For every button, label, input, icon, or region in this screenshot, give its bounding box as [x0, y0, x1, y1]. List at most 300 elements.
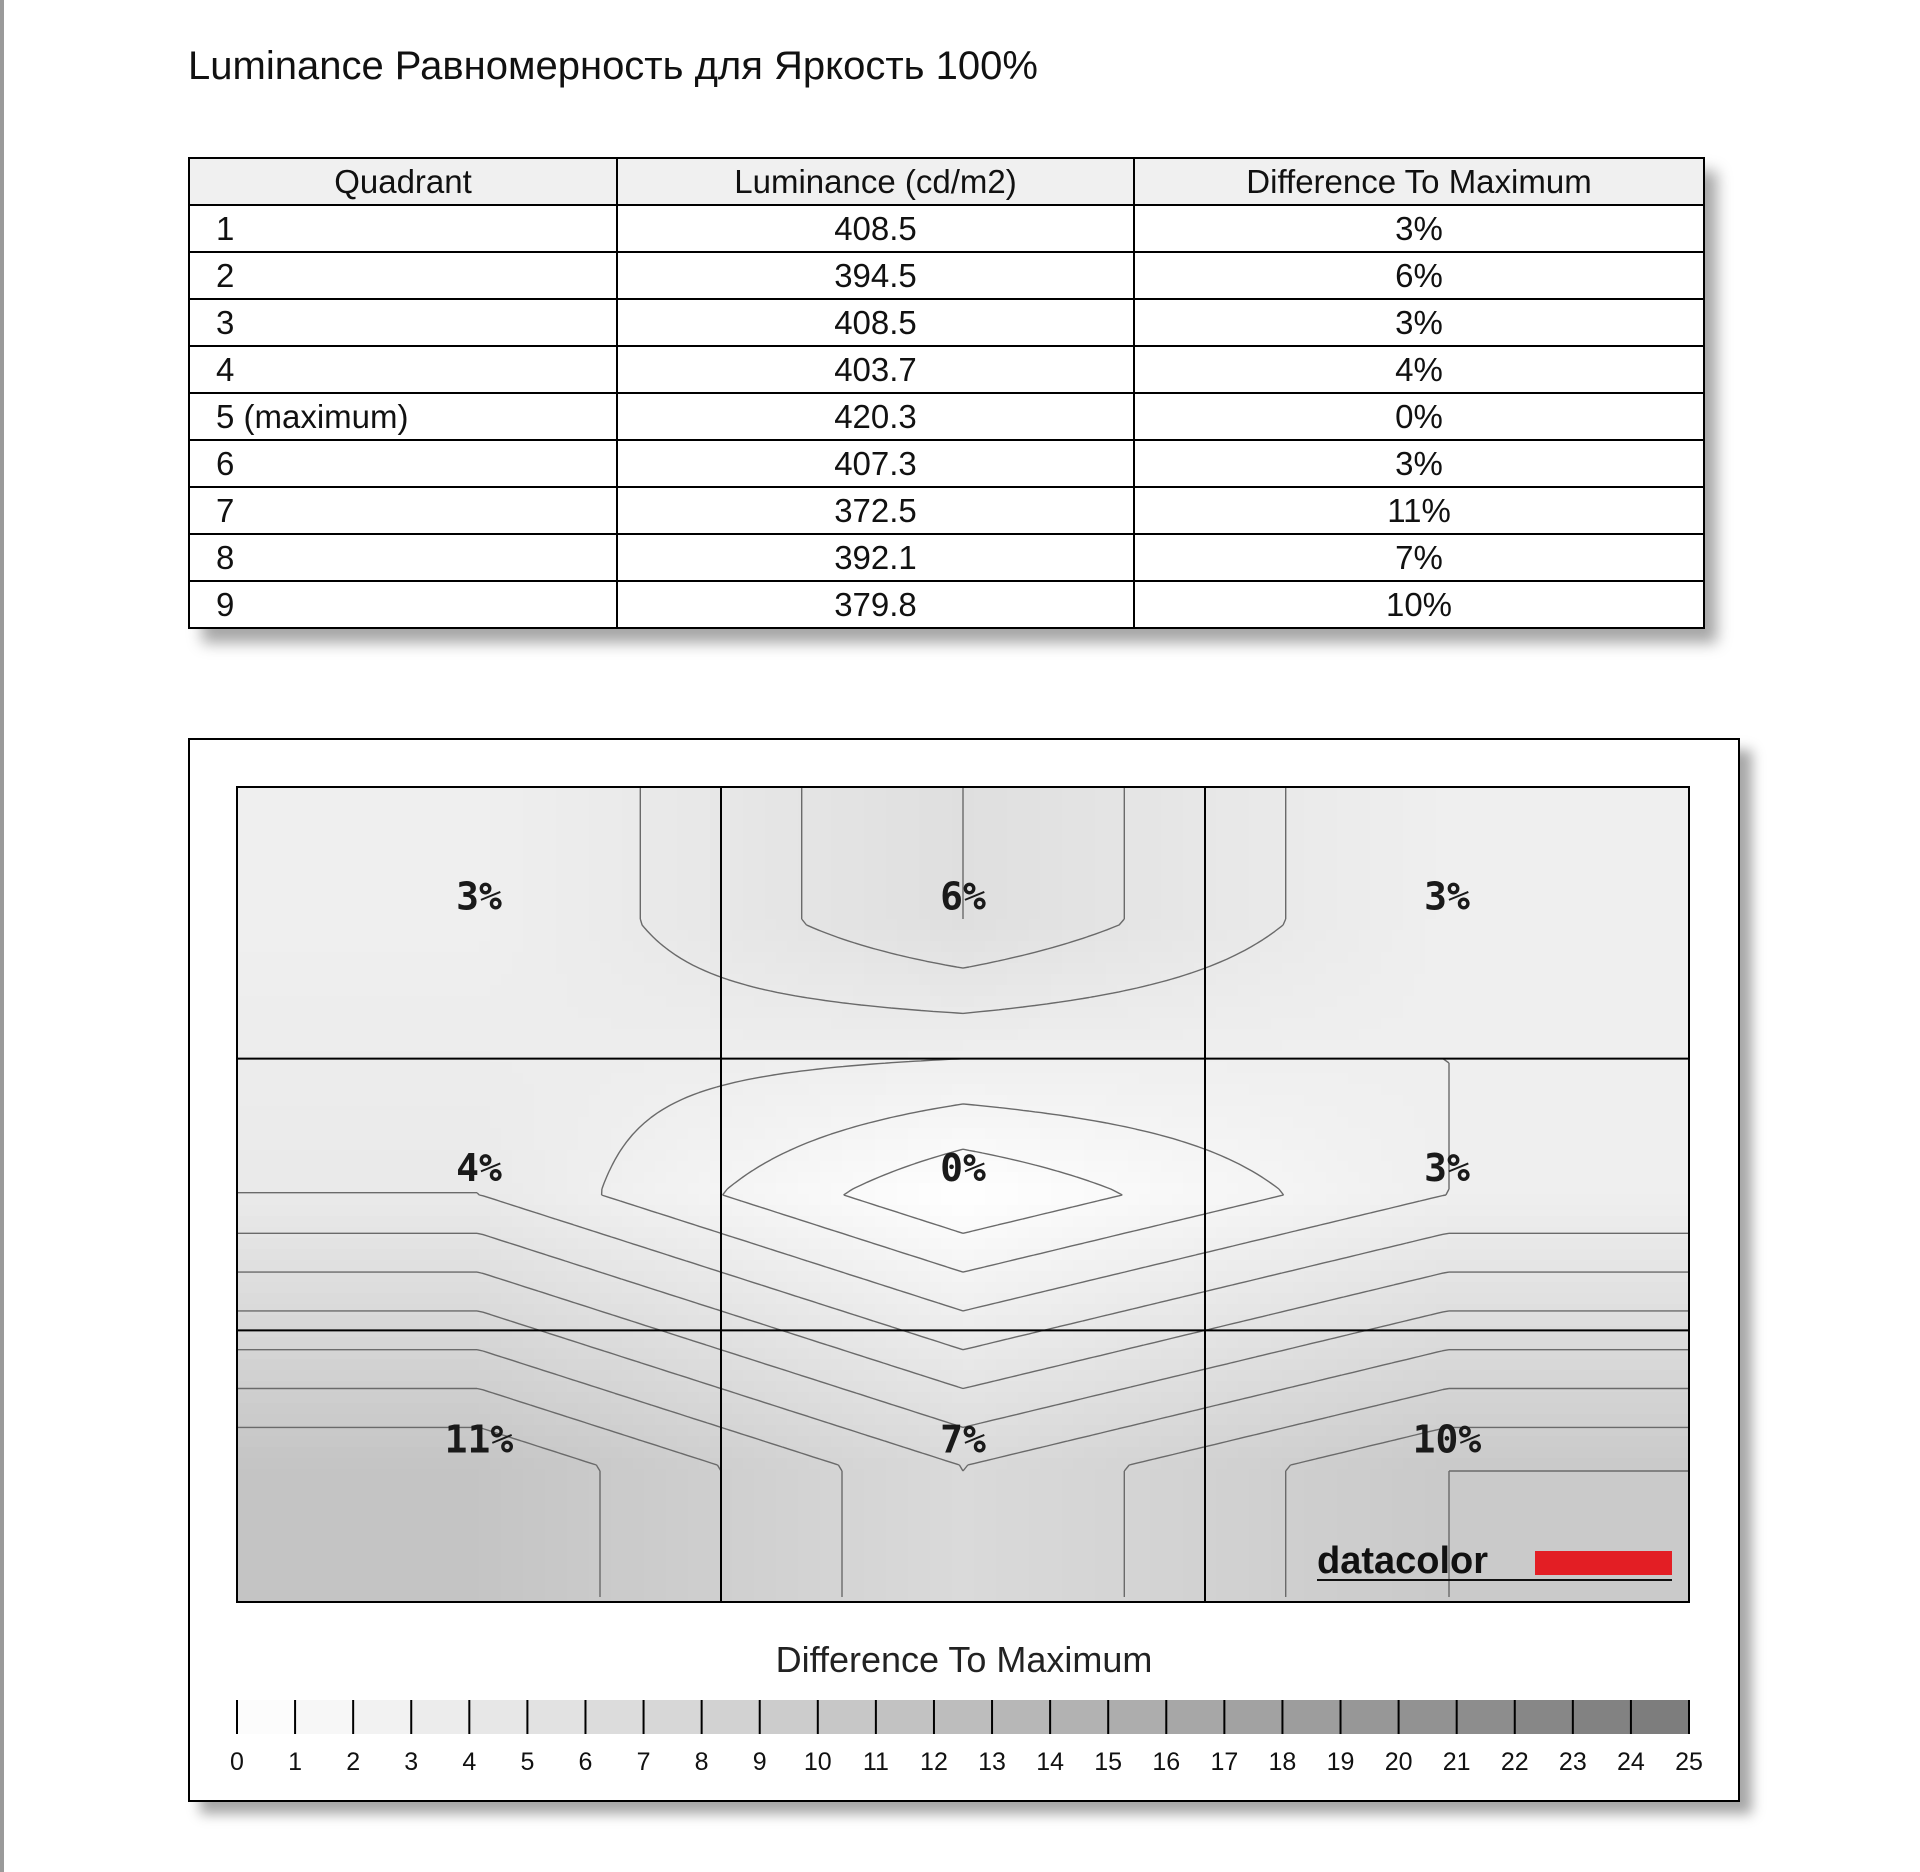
heatmap-pixel — [1271, 864, 1283, 876]
heatmap-pixel — [1557, 842, 1569, 854]
heatmap-pixel — [1227, 1117, 1239, 1129]
heatmap-pixel — [270, 886, 282, 898]
heatmap-pixel — [1370, 842, 1382, 854]
heatmap-pixel — [523, 1073, 535, 1085]
heatmap-pixel — [820, 1139, 832, 1151]
heatmap-pixel — [369, 974, 381, 986]
heatmap-pixel — [732, 1007, 744, 1019]
heatmap-pixel — [699, 1073, 711, 1085]
heatmap-pixel — [1392, 1150, 1404, 1162]
heatmap-pixel — [798, 853, 810, 865]
heatmap-pixel — [1315, 1128, 1327, 1140]
heatmap-pixel — [1172, 897, 1184, 909]
heatmap-pixel — [1205, 974, 1217, 986]
heatmap-pixel — [1161, 985, 1173, 997]
heatmap-pixel — [743, 864, 755, 876]
heatmap-pixel — [853, 864, 865, 876]
heatmap-pixel — [1194, 974, 1206, 986]
heatmap-pixel — [578, 1128, 590, 1140]
heatmap-pixel — [1436, 985, 1448, 997]
heatmap-pixel — [710, 930, 722, 942]
heatmap-pixel — [1524, 1040, 1536, 1052]
heatmap-pixel — [1678, 1117, 1690, 1129]
heatmap-pixel — [259, 1029, 271, 1041]
heatmap-pixel — [1062, 1040, 1074, 1052]
heatmap-pixel — [1161, 809, 1173, 821]
heatmap-pixel — [864, 842, 876, 854]
heatmap-pixel — [1535, 1040, 1547, 1052]
heatmap-pixel — [1183, 1106, 1195, 1118]
heatmap-pixel — [1535, 1139, 1547, 1151]
heatmap-pixel — [435, 842, 447, 854]
heatmap-pixel — [1249, 1051, 1261, 1063]
heatmap-pixel — [1106, 875, 1118, 887]
heatmap-pixel — [908, 1073, 920, 1085]
heatmap-pixel — [578, 941, 590, 953]
cell-luminance: 372.5 — [617, 487, 1134, 534]
heatmap-pixel — [1128, 1106, 1140, 1118]
heatmap-pixel — [1469, 1073, 1481, 1085]
heatmap-pixel — [1469, 1161, 1481, 1173]
heatmap-pixel — [600, 853, 612, 865]
heatmap-pixel — [424, 952, 436, 964]
heatmap-pixel — [391, 1095, 403, 1107]
heatmap-pixel — [1205, 952, 1217, 964]
heatmap-pixel — [380, 798, 392, 810]
heatmap-pixel — [677, 1172, 689, 1184]
heatmap-pixel — [1612, 1117, 1624, 1129]
heatmap-pixel — [875, 985, 887, 997]
heatmap-pixel — [644, 820, 656, 832]
heatmap-pixel — [248, 1018, 260, 1030]
heatmap-pixel — [1590, 864, 1602, 876]
heatmap-pixel — [897, 809, 909, 821]
heatmap-pixel — [512, 1183, 524, 1195]
heatmap-pixel — [292, 996, 304, 1008]
heatmap-pixel — [303, 941, 315, 953]
heatmap-pixel — [457, 1128, 469, 1140]
heatmap-pixel — [303, 853, 315, 865]
heatmap-pixel — [655, 875, 667, 887]
heatmap-pixel — [1051, 1062, 1063, 1074]
heatmap-pixel — [831, 908, 843, 920]
heatmap-pixel — [1546, 1128, 1558, 1140]
heatmap-pixel — [798, 787, 810, 799]
heatmap-pixel — [369, 930, 381, 942]
heatmap-pixel — [1579, 1084, 1591, 1096]
heatmap-pixel — [380, 1150, 392, 1162]
heatmap-pixel — [1315, 809, 1327, 821]
heatmap-pixel — [1590, 897, 1602, 909]
heatmap-pixel — [424, 886, 436, 898]
heatmap-pixel — [1480, 853, 1492, 865]
heatmap-pixel — [1447, 1018, 1459, 1030]
heatmap-pixel — [369, 919, 381, 931]
heatmap-pixel — [336, 809, 348, 821]
heatmap-pixel — [578, 1172, 590, 1184]
heatmap-pixel — [358, 930, 370, 942]
heatmap-pixel — [523, 798, 535, 810]
heatmap-pixel — [567, 1018, 579, 1030]
heatmap-pixel — [853, 1161, 865, 1173]
heatmap-pixel — [776, 831, 788, 843]
heatmap-pixel — [776, 919, 788, 931]
heatmap-pixel — [1304, 1117, 1316, 1129]
cell-difference: 3% — [1134, 205, 1704, 252]
heatmap-pixel — [303, 1073, 315, 1085]
heatmap-pixel — [1524, 1029, 1536, 1041]
heatmap-pixel — [358, 1040, 370, 1052]
heatmap-pixel — [336, 831, 348, 843]
heatmap-pixel — [875, 1139, 887, 1151]
heatmap-pixel — [435, 1172, 447, 1184]
heatmap-pixel — [710, 985, 722, 997]
heatmap-pixel — [798, 1172, 810, 1184]
heatmap-pixel — [666, 1029, 678, 1041]
heatmap-pixel — [1403, 1095, 1415, 1107]
heatmap-pixel — [556, 787, 568, 799]
heatmap-pixel — [1645, 1051, 1657, 1063]
heatmap-pixel — [1634, 996, 1646, 1008]
heatmap-pixel — [776, 809, 788, 821]
heatmap-pixel — [633, 798, 645, 810]
heatmap-pixel — [1172, 963, 1184, 975]
heatmap-pixel — [1590, 1172, 1602, 1184]
heatmap-pixel — [677, 1073, 689, 1085]
heatmap-pixel — [1370, 831, 1382, 843]
heatmap-pixel — [391, 787, 403, 799]
heatmap-pixel — [1007, 930, 1019, 942]
heatmap-pixel — [1403, 787, 1415, 799]
heatmap-pixel — [512, 952, 524, 964]
heatmap-pixel — [688, 842, 700, 854]
heatmap-pixel — [941, 930, 953, 942]
heatmap-pixel — [1271, 875, 1283, 887]
heatmap-pixel — [1568, 831, 1580, 843]
heatmap-pixel — [589, 1040, 601, 1052]
heatmap-pixel — [1227, 809, 1239, 821]
heatmap-pixel — [435, 886, 447, 898]
heatmap-pixel — [941, 787, 953, 799]
heatmap-pixel — [292, 952, 304, 964]
heatmap-pixel — [1216, 1007, 1228, 1019]
heatmap-pixel — [501, 798, 513, 810]
heatmap-pixel — [897, 798, 909, 810]
heatmap-pixel — [446, 1018, 458, 1030]
heatmap-pixel — [237, 1018, 249, 1030]
heatmap-pixel — [1645, 1029, 1657, 1041]
heatmap-pixel — [974, 1051, 986, 1063]
heatmap-pixel — [853, 1106, 865, 1118]
heatmap-pixel — [908, 875, 920, 887]
heatmap-pixel — [985, 842, 997, 854]
heatmap-pixel — [314, 908, 326, 920]
heatmap-pixel — [501, 1007, 513, 1019]
heatmap-pixel — [1425, 1128, 1437, 1140]
heatmap-pixel — [391, 1194, 403, 1206]
heatmap-pixel — [952, 842, 964, 854]
heatmap-pixel — [1414, 1051, 1426, 1063]
heatmap-pixel — [1062, 1051, 1074, 1063]
heatmap-pixel — [281, 1073, 293, 1085]
heatmap-pixel — [1469, 853, 1481, 865]
heatmap-pixel — [952, 974, 964, 986]
heatmap-pixel — [1667, 787, 1679, 799]
heatmap-pixel — [952, 952, 964, 964]
heatmap-pixel — [545, 831, 557, 843]
heatmap-pixel — [1040, 1073, 1052, 1085]
heatmap-pixel — [1359, 809, 1371, 821]
heatmap-pixel — [1161, 963, 1173, 975]
heatmap-pixel — [1370, 952, 1382, 964]
heatmap-pixel — [1678, 842, 1690, 854]
heatmap-pixel — [1073, 1106, 1085, 1118]
heatmap-pixel — [897, 985, 909, 997]
heatmap-pixel — [314, 886, 326, 898]
heatmap-pixel — [1293, 1040, 1305, 1052]
heatmap-pixel — [1150, 1084, 1162, 1096]
heatmap-pixel — [721, 908, 733, 920]
heatmap-pixel — [523, 809, 535, 821]
heatmap-pixel — [1293, 941, 1305, 953]
heatmap-pixel — [1601, 974, 1613, 986]
heatmap-pixel — [1040, 787, 1052, 799]
uniformity-chart-panel — [188, 738, 1740, 1802]
heatmap-pixel — [1447, 842, 1459, 854]
heatmap-pixel — [820, 952, 832, 964]
heatmap-pixel — [996, 897, 1008, 909]
heatmap-pixel — [842, 974, 854, 986]
uniformity-heatmap — [190, 740, 1738, 1800]
heatmap-pixel — [1557, 974, 1569, 986]
heatmap-pixel — [666, 875, 678, 887]
heatmap-pixel — [1425, 809, 1437, 821]
heatmap-pixel — [534, 996, 546, 1008]
heatmap-pixel — [1546, 1106, 1558, 1118]
heatmap-pixel — [732, 1106, 744, 1118]
heatmap-pixel — [336, 864, 348, 876]
heatmap-pixel — [237, 886, 249, 898]
heatmap-pixel — [1612, 787, 1624, 799]
heatmap-pixel — [1348, 1183, 1360, 1195]
heatmap-pixel — [1073, 831, 1085, 843]
heatmap-pixel — [798, 941, 810, 953]
heatmap-pixel — [600, 875, 612, 887]
heatmap-pixel — [864, 1095, 876, 1107]
heatmap-pixel — [479, 853, 491, 865]
heatmap-pixel — [1304, 875, 1316, 887]
heatmap-pixel — [490, 853, 502, 865]
heatmap-pixel — [380, 897, 392, 909]
heatmap-pixel — [809, 941, 821, 953]
heatmap-pixel — [644, 1161, 656, 1173]
heatmap-pixel — [1194, 1172, 1206, 1184]
heatmap-pixel — [699, 1117, 711, 1129]
heatmap-pixel — [1194, 952, 1206, 964]
heatmap-pixel — [1568, 853, 1580, 865]
heatmap-pixel — [776, 842, 788, 854]
heatmap-pixel — [402, 897, 414, 909]
heatmap-pixel — [380, 886, 392, 898]
heatmap-pixel — [259, 875, 271, 887]
heatmap-pixel — [1667, 831, 1679, 843]
heatmap-pixel — [314, 853, 326, 865]
heatmap-pixel — [270, 1117, 282, 1129]
heatmap-pixel — [1579, 842, 1591, 854]
heatmap-pixel — [237, 1007, 249, 1019]
heatmap-pixel — [1007, 1095, 1019, 1107]
heatmap-pixel — [1612, 930, 1624, 942]
heatmap-pixel — [1304, 809, 1316, 821]
heatmap-pixel — [1029, 1161, 1041, 1173]
heatmap-pixel — [798, 1117, 810, 1129]
heatmap-pixel — [1282, 842, 1294, 854]
heatmap-pixel — [1403, 919, 1415, 931]
heatmap-pixel — [809, 809, 821, 821]
heatmap-pixel — [1579, 1029, 1591, 1041]
heatmap-pixel — [985, 1095, 997, 1107]
heatmap-pixel — [325, 787, 337, 799]
heatmap-pixel — [1546, 919, 1558, 931]
heatmap-pixel — [644, 1183, 656, 1195]
heatmap-pixel — [1381, 820, 1393, 832]
heatmap-pixel — [1612, 820, 1624, 832]
heatmap-pixel — [336, 853, 348, 865]
heatmap-pixel — [1139, 1106, 1151, 1118]
heatmap-pixel — [578, 842, 590, 854]
heatmap-pixel — [853, 908, 865, 920]
heatmap-pixel — [402, 809, 414, 821]
heatmap-pixel — [710, 897, 722, 909]
heatmap-pixel — [930, 985, 942, 997]
heatmap-pixel — [1348, 1172, 1360, 1184]
heatmap-pixel — [897, 1095, 909, 1107]
cell-quadrant: 1 — [189, 205, 617, 252]
heatmap-pixel — [1216, 1106, 1228, 1118]
heatmap-pixel — [1381, 963, 1393, 975]
heatmap-pixel — [1491, 853, 1503, 865]
heatmap-pixel — [732, 1139, 744, 1151]
heatmap-pixel — [787, 886, 799, 898]
heatmap-pixel — [1271, 996, 1283, 1008]
heatmap-pixel — [754, 908, 766, 920]
heatmap-pixel — [1359, 908, 1371, 920]
heatmap-pixel — [512, 853, 524, 865]
heatmap-pixel — [512, 787, 524, 799]
heatmap-pixel — [1557, 1095, 1569, 1107]
heatmap-pixel — [930, 787, 942, 799]
heatmap-pixel — [534, 985, 546, 997]
heatmap-pixel — [1040, 809, 1052, 821]
heatmap-pixel — [996, 886, 1008, 898]
heatmap-pixel — [402, 963, 414, 975]
heatmap-pixel — [1656, 1183, 1668, 1195]
heatmap-pixel — [1645, 963, 1657, 975]
heatmap-pixel — [897, 1150, 909, 1162]
heatmap-pixel — [578, 1194, 590, 1206]
heatmap-pixel — [1359, 886, 1371, 898]
heatmap-pixel — [369, 996, 381, 1008]
heatmap-pixel — [754, 864, 766, 876]
heatmap-pixel — [281, 809, 293, 821]
heatmap-pixel — [567, 831, 579, 843]
heatmap-pixel — [1007, 842, 1019, 854]
heatmap-pixel — [435, 1106, 447, 1118]
heatmap-pixel — [1469, 1062, 1481, 1074]
heatmap-pixel — [237, 798, 249, 810]
heatmap-pixel — [666, 952, 678, 964]
heatmap-pixel — [842, 798, 854, 810]
heatmap-pixel — [1040, 1172, 1052, 1184]
heatmap-pixel — [1315, 1139, 1327, 1151]
heatmap-pixel — [1370, 886, 1382, 898]
heatmap-pixel — [1117, 787, 1129, 799]
heatmap-pixel — [1216, 798, 1228, 810]
heatmap-pixel — [1524, 853, 1536, 865]
heatmap-pixel — [1029, 798, 1041, 810]
heatmap-pixel — [424, 1172, 436, 1184]
heatmap-pixel — [655, 1128, 667, 1140]
heatmap-pixel — [688, 1117, 700, 1129]
heatmap-pixel — [1656, 963, 1668, 975]
heatmap-pixel — [1634, 809, 1646, 821]
heatmap-pixel — [798, 897, 810, 909]
heatmap-pixel — [1205, 1073, 1217, 1085]
heatmap-pixel — [1095, 897, 1107, 909]
heatmap-pixel — [644, 809, 656, 821]
heatmap-pixel — [1260, 1161, 1272, 1173]
heatmap-pixel — [424, 1018, 436, 1030]
heatmap-pixel — [776, 1161, 788, 1173]
heatmap-pixel — [1227, 930, 1239, 942]
heatmap-pixel — [919, 1194, 931, 1206]
heatmap-pixel — [743, 941, 755, 953]
heatmap-pixel — [303, 820, 315, 832]
heatmap-pixel — [336, 1139, 348, 1151]
heatmap-pixel — [248, 1073, 260, 1085]
cell-luminance: 392.1 — [617, 534, 1134, 581]
heatmap-pixel — [732, 930, 744, 942]
heatmap-pixel — [1073, 1062, 1085, 1074]
heatmap-pixel — [1579, 941, 1591, 953]
heatmap-pixel — [743, 809, 755, 821]
heatmap-pixel — [1293, 1051, 1305, 1063]
heatmap-pixel — [314, 787, 326, 799]
heatmap-pixel — [919, 787, 931, 799]
heatmap-pixel — [1480, 1029, 1492, 1041]
heatmap-pixel — [556, 1029, 568, 1041]
heatmap-pixel — [589, 1062, 601, 1074]
heatmap-pixel — [347, 1073, 359, 1085]
heatmap-pixel — [776, 985, 788, 997]
heatmap-pixel — [1227, 985, 1239, 997]
heatmap-pixel — [677, 1029, 689, 1041]
heatmap-pixel — [699, 1062, 711, 1074]
heatmap-pixel — [677, 864, 689, 876]
heatmap-pixel — [1304, 864, 1316, 876]
heatmap-pixel — [622, 820, 634, 832]
heatmap-pixel — [1040, 875, 1052, 887]
heatmap-pixel — [1106, 853, 1118, 865]
heatmap-pixel — [765, 1183, 777, 1195]
heatmap-pixel — [886, 963, 898, 975]
heatmap-pixel — [303, 1095, 315, 1107]
heatmap-pixel — [402, 1062, 414, 1074]
heatmap-pixel — [644, 1040, 656, 1052]
heatmap-pixel — [1392, 798, 1404, 810]
heatmap-pixel — [1535, 941, 1547, 953]
heatmap-pixel — [1337, 1139, 1349, 1151]
